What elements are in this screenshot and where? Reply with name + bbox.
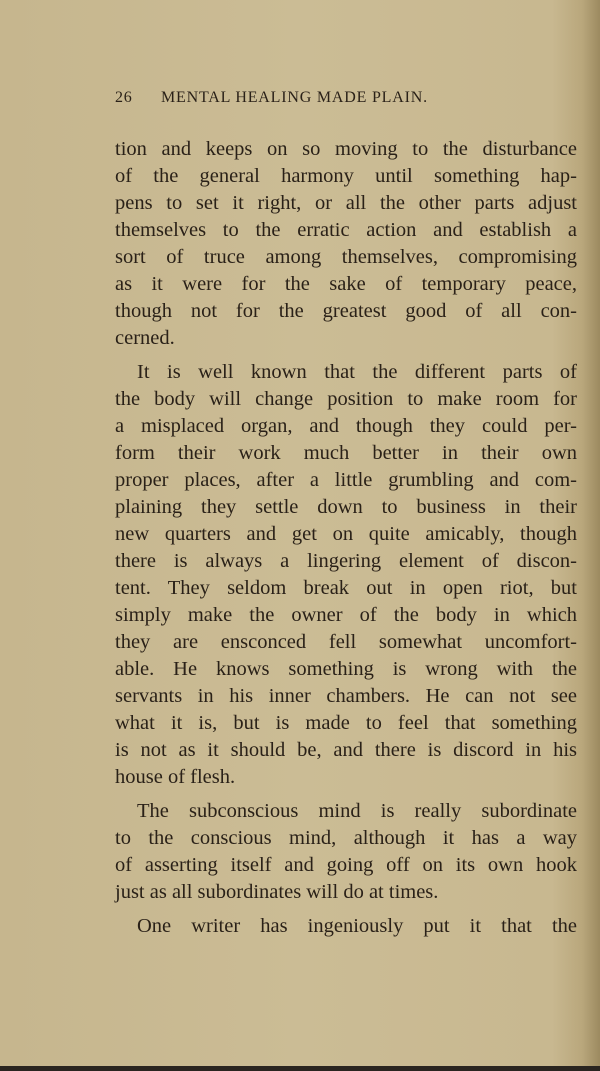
text-line: servants in his inner chambers. He can not see bbox=[115, 685, 577, 707]
text-line: house of flesh. bbox=[115, 766, 236, 788]
running-title: MENTAL HEALING MADE PLAIN. bbox=[161, 89, 428, 106]
paragraph bbox=[115, 913, 577, 940]
text-line: there is always a lingering element of discon- bbox=[115, 550, 577, 572]
text-line: just as all subordinates will do at times. bbox=[115, 881, 439, 903]
text-line: is not as it should be, and there is discord in his bbox=[115, 739, 577, 761]
page-body bbox=[115, 136, 577, 947]
text-line: The subconscious mind is really subordinate bbox=[137, 800, 577, 822]
text-line: cerned. bbox=[115, 327, 175, 349]
text-line: pens to set it right, or all the other parts adjust bbox=[115, 192, 577, 214]
text-line: the body will change position to make room for bbox=[115, 388, 577, 410]
text-line: One writer has ingeniously put it that the bbox=[137, 915, 577, 937]
text-line: a misplaced organ, and though they could per- bbox=[115, 415, 577, 437]
text-line: form their work much better in their own bbox=[115, 442, 577, 464]
text-line: It is well known that the different parts of bbox=[137, 361, 577, 383]
scan-edge bbox=[0, 1066, 600, 1071]
text-line: able. He knows something is wrong with the bbox=[115, 658, 577, 680]
running-header bbox=[115, 89, 577, 111]
text-line: of asserting itself and going off on its own hook bbox=[115, 854, 577, 876]
text-line: proper places, after a little grumbling and com- bbox=[115, 469, 577, 491]
text-line: they are ensconced fell somewhat uncomfort- bbox=[115, 631, 577, 653]
text-line: as it were for the sake of temporary peace, bbox=[115, 273, 577, 295]
page-number: 26 bbox=[115, 89, 133, 106]
text-line: tion and keeps on so moving to the disturbance bbox=[115, 138, 577, 160]
text-line: new quarters and get on quite amicably, though bbox=[115, 523, 577, 545]
paragraph bbox=[115, 136, 577, 352]
text-line: what it is, but is made to feel that something bbox=[115, 712, 577, 734]
text-line: of the general harmony until something hap- bbox=[115, 165, 577, 187]
paragraph bbox=[115, 359, 577, 791]
text-line: sort of truce among themselves, compromising bbox=[115, 246, 577, 268]
text-line: tent. They seldom break out in open riot, but bbox=[115, 577, 577, 599]
text-line: plaining they settle down to business in their bbox=[115, 496, 577, 518]
text-line: to the conscious mind, although it has a way bbox=[115, 827, 577, 849]
text-line: simply make the owner of the body in which bbox=[115, 604, 577, 626]
text-line: though not for the greatest good of all con- bbox=[115, 300, 577, 322]
text-line: themselves to the erratic action and establish a bbox=[115, 219, 577, 241]
paragraph bbox=[115, 798, 577, 906]
